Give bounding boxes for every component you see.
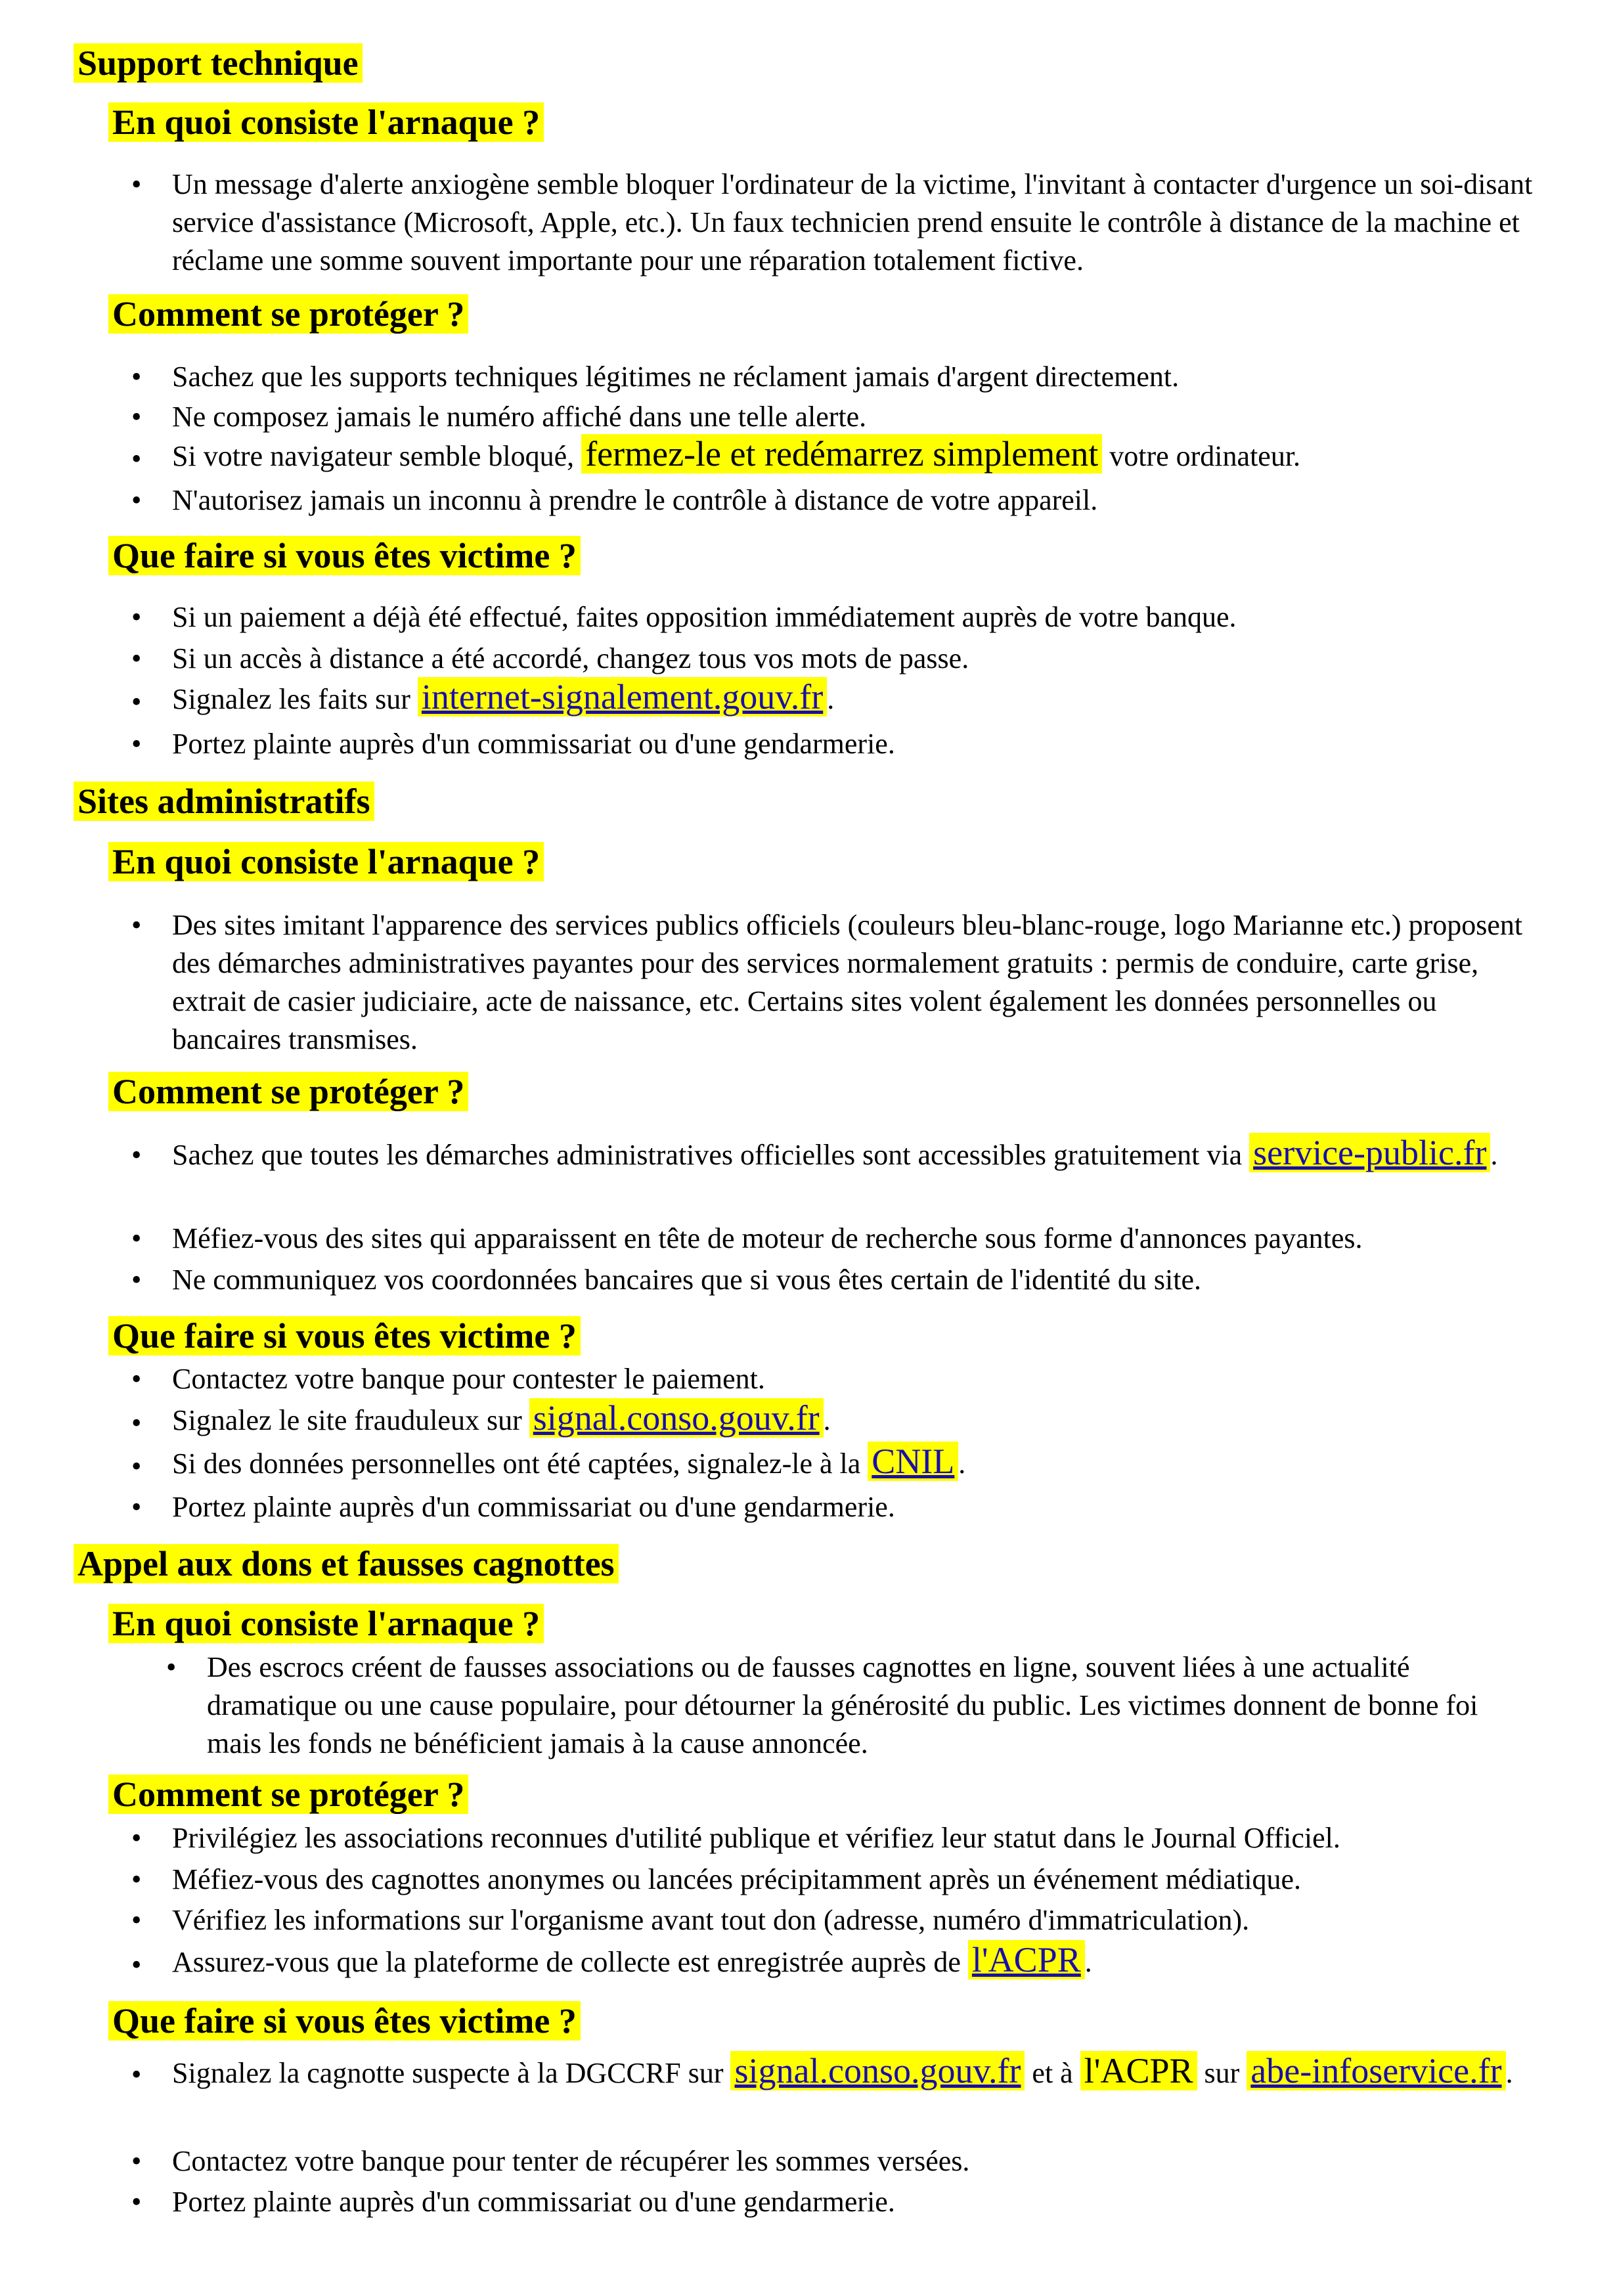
list-item: Privilégiez les associations reconnues d'utilité publique et vérifiez leur statut dans le Journal Officiel. (172, 1822, 1340, 1854)
list-item: N'autorisez jamais un inconnu à prendre le contrôle à distance de votre appareil. (172, 484, 1098, 516)
subheading-victime: Que faire si vous êtes victime ? (108, 535, 581, 577)
link-internet-signalement[interactable]: internet-signalement.gouv.fr (421, 677, 824, 717)
subheading-proteger: Comment se protéger ? (108, 1773, 468, 1815)
section-title-sites-admin: Sites administratifs (74, 780, 374, 822)
bullet: • (131, 361, 142, 393)
list-item: Signalez la cagnotte suspecte à la DGCCRF sur signal.conso.gouv.fr et à l'ACPR sur abe-infoservice.fr . (172, 2051, 1513, 2090)
list-item: Des sites imitant l'apparence des services publics officiels (couleurs bleu-blanc-rouge, logo Marianne etc.) proposent des démarches administratives payantes pour des services normalement gratuits : permis de conduire, carte grise, extrait de casier judiciaire, acte de naissance, etc. Certains sites volent également les données personnelles ou bancaires transmises. (172, 909, 1523, 1055)
link-abe-infoservice[interactable]: abe-infoservice.fr (1250, 2051, 1502, 2090)
list-item: Assurez-vous que la plateforme de collecte est enregistrée auprès de l'ACPR . (172, 1940, 1092, 1979)
list-item: Signalez les faits sur internet-signalement.gouv.fr . (172, 677, 835, 717)
bullet: • (131, 601, 142, 633)
bullet: • (131, 443, 142, 475)
bullet: • (131, 728, 142, 760)
list-item: Sachez que toutes les démarches administratives officielles sont accessibles gratuitement via service-public.fr . (172, 1133, 1498, 1172)
bullet: • (131, 1264, 142, 1296)
bullet: • (131, 1863, 142, 1895)
bullet: • (131, 1363, 142, 1395)
list-item: Ne composez jamais le numéro affiché dans une telle alerte. (172, 401, 867, 433)
list-item: Contactez votre banque pour tenter de récupérer les sommes versées. (172, 2145, 970, 2177)
list-item: Des escrocs créent de fausses associations ou de fausses cagnottes en ligne, souvent liées à une actualité dramatique ou une cause populaire, pour détourner la générosité du public. Les victimes donnent de bonne foi mais les fonds ne bénéficient jamais à la cause annoncée. (207, 1651, 1478, 1759)
bullet: • (131, 401, 142, 433)
link-signal-conso[interactable]: signal.conso.gouv.fr (533, 1398, 820, 1438)
list-item: Contactez votre banque pour contester le paiement. (172, 1363, 765, 1395)
bullet: • (131, 1491, 142, 1523)
bullet: • (131, 1904, 142, 1936)
list-item: Méfiez-vous des sites qui apparaissent en tête de moteur de recherche sous forme d'annonces payantes. (172, 1222, 1363, 1254)
list-item: Si des données personnelles ont été captées, signalez-le à la CNIL . (172, 1442, 966, 1481)
bullet: • (166, 1651, 177, 1683)
bullet: • (131, 686, 142, 718)
subheading-arnaque: En quoi consiste l'arnaque ? (108, 1602, 544, 1645)
list-item: Portez plainte auprès d'un commissariat ou d'une gendarmerie. (172, 2186, 895, 2218)
list-item: Portez plainte auprès d'un commissariat ou d'une gendarmerie. (172, 1491, 895, 1523)
subheading-victime: Que faire si vous êtes victime ? (108, 2000, 581, 2042)
subheading-proteger: Comment se protéger ? (108, 1071, 468, 1113)
list-item: Méfiez-vous des cagnottes anonymes ou lancées précipitamment après un événement médiatique. (172, 1863, 1302, 1895)
list-item: Si un accès à distance a été accordé, changez tous vos mots de passe. (172, 642, 969, 674)
bullet: • (131, 1949, 142, 1981)
subheading-proteger: Comment se protéger ? (108, 293, 468, 335)
list-item: Signalez le site frauduleux sur signal.conso.gouv.fr . (172, 1398, 831, 1438)
bullet: • (131, 642, 142, 674)
bullet: • (131, 168, 142, 200)
subheading-arnaque: En quoi consiste l'arnaque ? (108, 101, 544, 143)
list-item: Ne communiquez vos coordonnées bancaires que si vous êtes certain de l'identité du site. (172, 1264, 1202, 1296)
link-acpr[interactable]: l'ACPR (971, 1940, 1081, 1979)
bullet: • (131, 1822, 142, 1854)
bullet: • (131, 1139, 142, 1171)
link-service-public[interactable]: service-public.fr (1253, 1133, 1487, 1172)
bullet: • (131, 2145, 142, 2177)
bullet: • (131, 2186, 142, 2218)
subheading-victime: Que faire si vous êtes victime ? (108, 1315, 581, 1357)
bullet: • (131, 2058, 142, 2090)
list-item: Si votre navigateur semble bloqué, fermez-le et redémarrez simplement votre ordinateur. (172, 434, 1301, 474)
link-acpr-plain[interactable]: l'ACPR (1084, 2051, 1193, 2090)
highlighted-advice: fermez-le et redémarrez simplement (581, 434, 1102, 474)
list-item: Un message d'alerte anxiogène semble bloquer l'ordinateur de la victime, l'invitant à contacter d'urgence un soi-disant service d'assistance (Microsoft, Apple, etc.). Un faux technicien prend ensuite le contrôle à distance de la machine et réclame une somme souvent importante pour une réparation totalement fictive. (172, 168, 1533, 276)
list-item: Vérifiez les informations sur l'organisme avant tout don (adresse, numéro d'immatriculation). (172, 1904, 1250, 1936)
subheading-arnaque: En quoi consiste l'arnaque ? (108, 841, 544, 883)
link-cnil[interactable]: CNIL (872, 1442, 955, 1481)
bullet: • (131, 909, 142, 941)
list-item: Portez plainte auprès d'un commissariat ou d'une gendarmerie. (172, 728, 895, 760)
section-title-cagnottes: Appel aux dons et fausses cagnottes (74, 1543, 619, 1585)
list-item: Sachez que les supports techniques légitimes ne réclament jamais d'argent directement. (172, 361, 1180, 393)
bullet: • (131, 1222, 142, 1254)
bullet: • (131, 484, 142, 516)
list-item: Si un paiement a déjà été effectué, faites opposition immédiatement auprès de votre banque. (172, 601, 1237, 633)
link-signal-conso[interactable]: signal.conso.gouv.fr (734, 2051, 1021, 2090)
bullet: • (131, 1450, 142, 1482)
section-title-support: Support technique (74, 42, 363, 84)
bullet: • (131, 1407, 142, 1439)
